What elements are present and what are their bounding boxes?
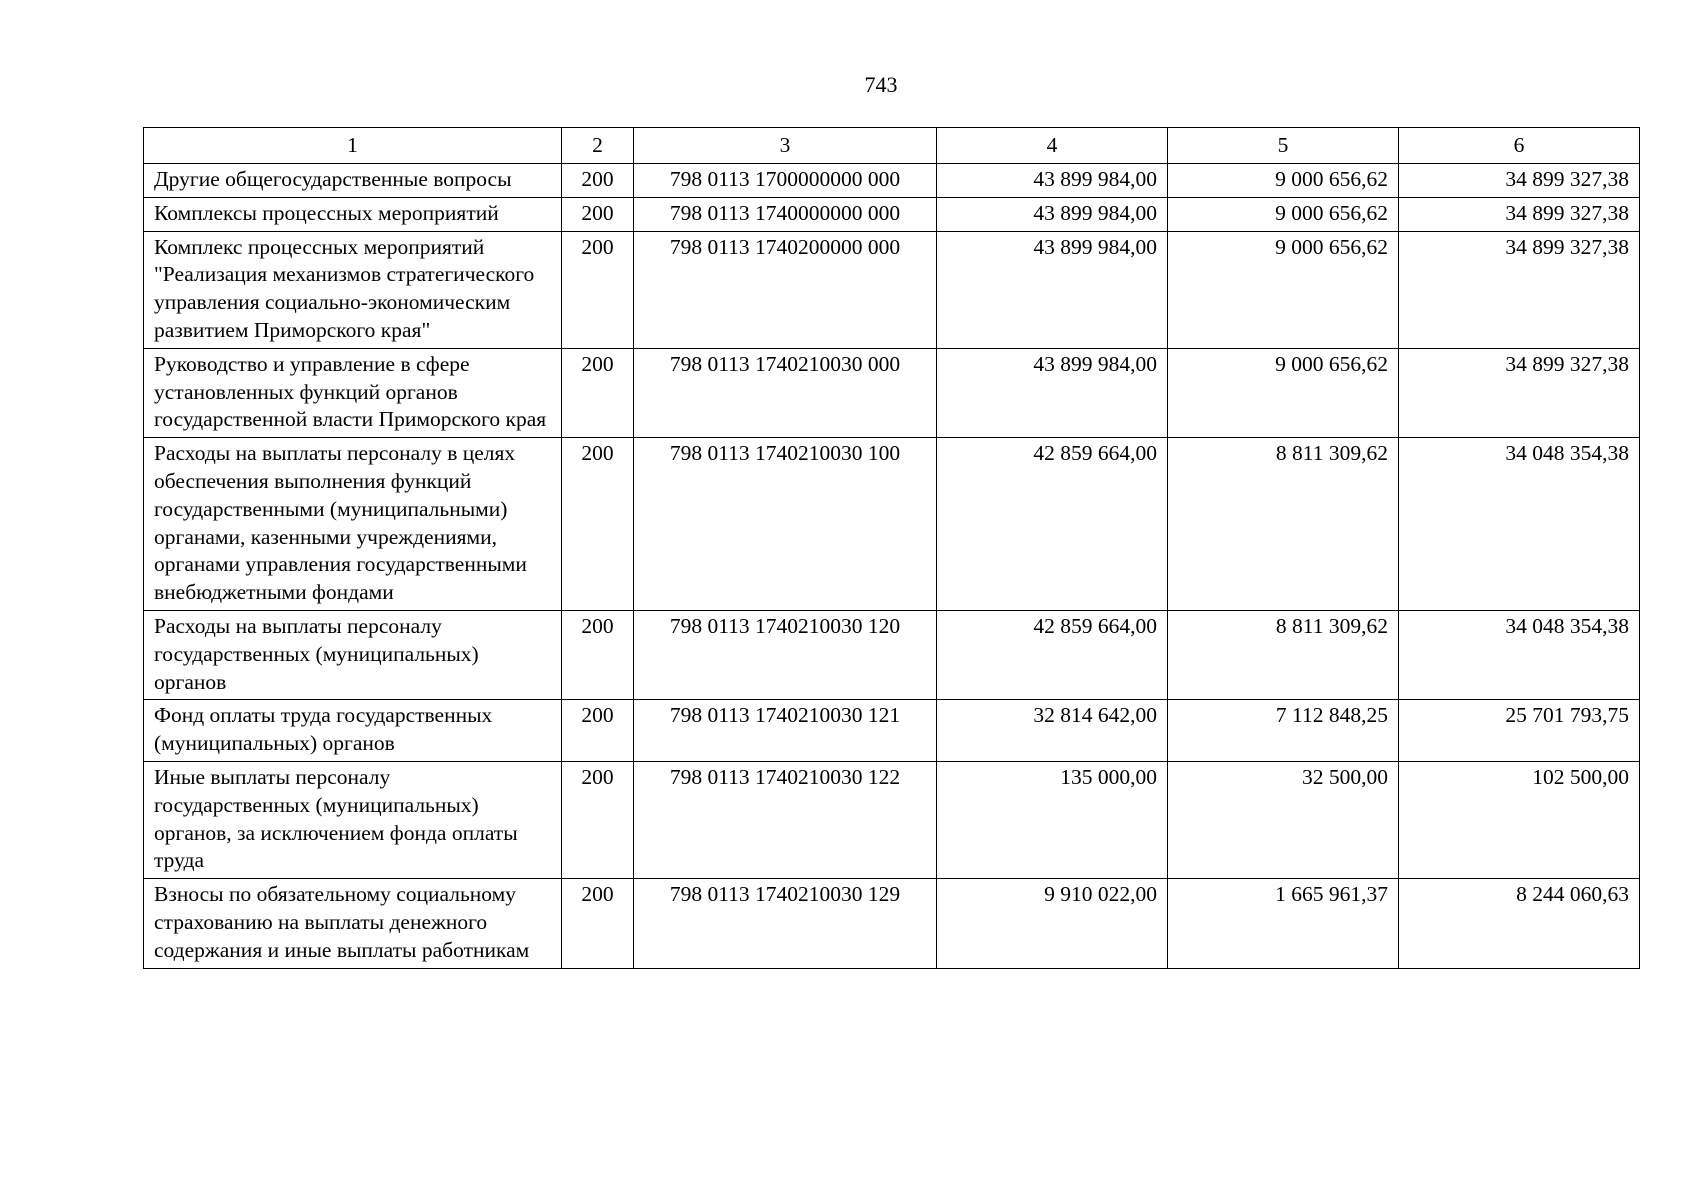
- unexecuted-amount: 34 899 327,38: [1399, 348, 1640, 437]
- expense-name: Расходы на выплаты персоналу государственных (муниципальных) органов: [144, 610, 562, 699]
- table-row: [144, 610, 1640, 699]
- line-code: 200: [562, 610, 634, 699]
- unexecuted-amount: 34 899 327,38: [1399, 164, 1640, 198]
- table-body: [144, 164, 1640, 969]
- line-code: 200: [562, 348, 634, 437]
- column-header-3: 3: [634, 128, 937, 164]
- column-header-6: 6: [1399, 128, 1640, 164]
- unexecuted-amount: 34 899 327,38: [1399, 231, 1640, 348]
- budget-classification-code: 798 0113 1700000000 000: [634, 164, 937, 198]
- table-row: [144, 197, 1640, 231]
- approved-amount: 43 899 984,00: [937, 164, 1168, 198]
- approved-amount: 43 899 984,00: [937, 197, 1168, 231]
- line-code: 200: [562, 700, 634, 762]
- column-header-5: 5: [1168, 128, 1399, 164]
- line-code: 200: [562, 879, 634, 968]
- executed-amount: 9 000 656,62: [1168, 197, 1399, 231]
- executed-amount: 7 112 848,25: [1168, 700, 1399, 762]
- budget-classification-code: 798 0113 1740210030 129: [634, 879, 937, 968]
- budget-classification-code: 798 0113 1740210030 121: [634, 700, 937, 762]
- unexecuted-amount: 34 899 327,38: [1399, 197, 1640, 231]
- column-header-2: 2: [562, 128, 634, 164]
- column-header-4: 4: [937, 128, 1168, 164]
- executed-amount: 8 811 309,62: [1168, 438, 1399, 611]
- budget-classification-code: 798 0113 1740210030 000: [634, 348, 937, 437]
- approved-amount: 9 910 022,00: [937, 879, 1168, 968]
- executed-amount: 9 000 656,62: [1168, 164, 1399, 198]
- expense-name: Расходы на выплаты персоналу в целях обеспечения выполнения функций государственными (муниципальными) органами, казенными учреждениями, органами управления государственными внебюджетными фондами: [144, 438, 562, 611]
- table-row: [144, 438, 1640, 611]
- table-row: [144, 231, 1640, 348]
- expense-name: Фонд оплаты труда государственных (муниципальных) органов: [144, 700, 562, 762]
- budget-classification-code: 798 0113 1740210030 122: [634, 761, 937, 878]
- table-row: [144, 879, 1640, 968]
- table-row: [144, 761, 1640, 878]
- budget-classification-code: 798 0113 1740200000 000: [634, 231, 937, 348]
- line-code: 200: [562, 438, 634, 611]
- expense-name: Комплексы процессных мероприятий: [144, 197, 562, 231]
- table-row: [144, 700, 1640, 762]
- unexecuted-amount: 25 701 793,75: [1399, 700, 1640, 762]
- budget-classification-code: 798 0113 1740210030 120: [634, 610, 937, 699]
- unexecuted-amount: 102 500,00: [1399, 761, 1640, 878]
- approved-amount: 43 899 984,00: [937, 231, 1168, 348]
- unexecuted-amount: 34 048 354,38: [1399, 610, 1640, 699]
- executed-amount: 1 665 961,37: [1168, 879, 1399, 968]
- expense-name: Руководство и управление в сфере установленных функций органов государственной власти Приморского края: [144, 348, 562, 437]
- executed-amount: 32 500,00: [1168, 761, 1399, 878]
- expense-name: Другие общегосударственные вопросы: [144, 164, 562, 198]
- column-header-1: 1: [144, 128, 562, 164]
- expense-name: Взносы по обязательному социальному страхованию на выплаты денежного содержания и иные выплаты работникам: [144, 879, 562, 968]
- executed-amount: 9 000 656,62: [1168, 348, 1399, 437]
- line-code: 200: [562, 197, 634, 231]
- table-header: [144, 128, 1640, 164]
- header-row: [144, 128, 1640, 164]
- line-code: 200: [562, 164, 634, 198]
- page-number: 743: [864, 72, 898, 97]
- unexecuted-amount: 8 244 060,63: [1399, 879, 1640, 968]
- table-row: [144, 164, 1640, 198]
- expense-name: Иные выплаты персоналу государственных (муниципальных) органов, за исключением фонда оплаты труда: [144, 761, 562, 878]
- executed-amount: 9 000 656,62: [1168, 231, 1399, 348]
- table-row: [144, 348, 1640, 437]
- line-code: 200: [562, 231, 634, 348]
- approved-amount: 32 814 642,00: [937, 700, 1168, 762]
- expense-name: Комплекс процессных мероприятий "Реализация механизмов стратегического управления социально-экономическим развитием Приморского края": [144, 231, 562, 348]
- approved-amount: 135 000,00: [937, 761, 1168, 878]
- executed-amount: 8 811 309,62: [1168, 610, 1399, 699]
- approved-amount: 43 899 984,00: [937, 348, 1168, 437]
- line-code: 200: [562, 761, 634, 878]
- approved-amount: 42 859 664,00: [937, 438, 1168, 611]
- budget-classification-code: 798 0113 1740210030 100: [634, 438, 937, 611]
- approved-amount: 42 859 664,00: [937, 610, 1168, 699]
- budget-table: [143, 127, 1640, 969]
- budget-classification-code: 798 0113 1740000000 000: [634, 197, 937, 231]
- unexecuted-amount: 34 048 354,38: [1399, 438, 1640, 611]
